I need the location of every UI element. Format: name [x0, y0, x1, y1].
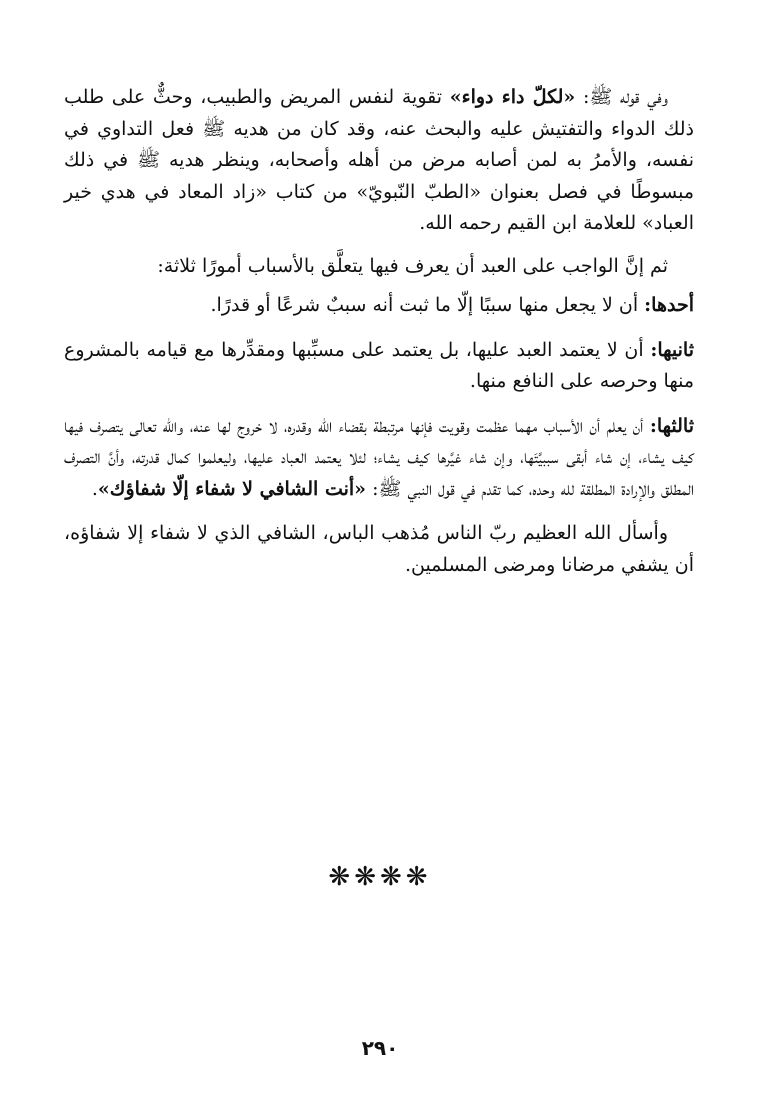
paragraph-2 — [64, 251, 694, 283]
section-separator: ❋❋❋❋ — [328, 862, 432, 892]
point-2-text: أن لا يعتمد العبد عليها، بل يعتمد على مسبِّبها ومقدِّرها مع قيامه بالمشروع منها وحرصه على النافع منها. — [64, 338, 694, 392]
paragraph-1-segment-1: وفي قوله ﷺ: — [575, 86, 668, 108]
paragraph-4 — [64, 335, 694, 398]
paragraph-1-segment-3: تقوية لنفس المريض والطبيب، وحثٌّ على طلب ذلك الدواء والتفتيش عليه والبحث عنه، وقد كان من هديه ﷺ فعل التداوي في نفسه، والأمرُ به لمن أصابه مرض من أهله وأصحابه، وينظر هديه ﷺ في ذلك مبسوطًا في فصل بعنوان «الطبّ النّبويّ» من كتاب «زاد المعاد في هدي خير العباد» للعلامة ابن القيم رحمه الله. — [64, 86, 694, 234]
paragraph-6 — [64, 518, 694, 581]
paragraph-2-text: ثم إنَّ الواجب على العبد أن يعرف فيها يتعلَّق بالأسباب أمورًا ثلاثة: — [157, 254, 668, 277]
hadith-quote: «لكلّ داء دواء» — [449, 86, 576, 108]
point-3-end: . — [91, 477, 98, 500]
point-3-label: ثالثها: — [649, 414, 694, 437]
point-1-text: أن لا يجعل منها سببًا إلّا ما ثبت أنه سببٌ شرعًا أو قدرًا. — [210, 294, 645, 316]
body-text — [64, 82, 694, 581]
point-1-label: أحدها: — [644, 294, 694, 316]
paragraph-1 — [64, 82, 694, 240]
prophet-supplication-quote: «أنت الشافي لا شفاء إلّا شفاؤك» — [97, 477, 367, 500]
point-2-label: ثانيها: — [650, 338, 694, 361]
page-number: ٢٩٠ — [361, 1036, 399, 1060]
paragraph-5 — [64, 411, 694, 506]
paragraph-3 — [64, 290, 694, 322]
point-3-text: أن يعلم أن الأسباب مهما عظمت وقويت فإنها مرتبطة بقضاء الله وقدره، لا خروج لها عنه، والله تعالى يتصرف فيها كيف يشاء، إن شاء أبقى سببيَّتَها، وإن شاء غيَّرها كيف يشاء؛ لئلا يعتمد العباد عليها، وليعلموا كمال قدرته، وأنَّ التصرف المطلق والإرادة المطلقة لله وحده، كما تقدم في قول النبي ﷺ: — [64, 414, 694, 500]
closing-supplication: وأسأل الله العظيم ربّ الناس مُذهب الباس، الشافي الذي لا شفاء إلا شفاؤه، أن يشفي مرضانا ومرضى المسلمين. — [64, 522, 694, 576]
